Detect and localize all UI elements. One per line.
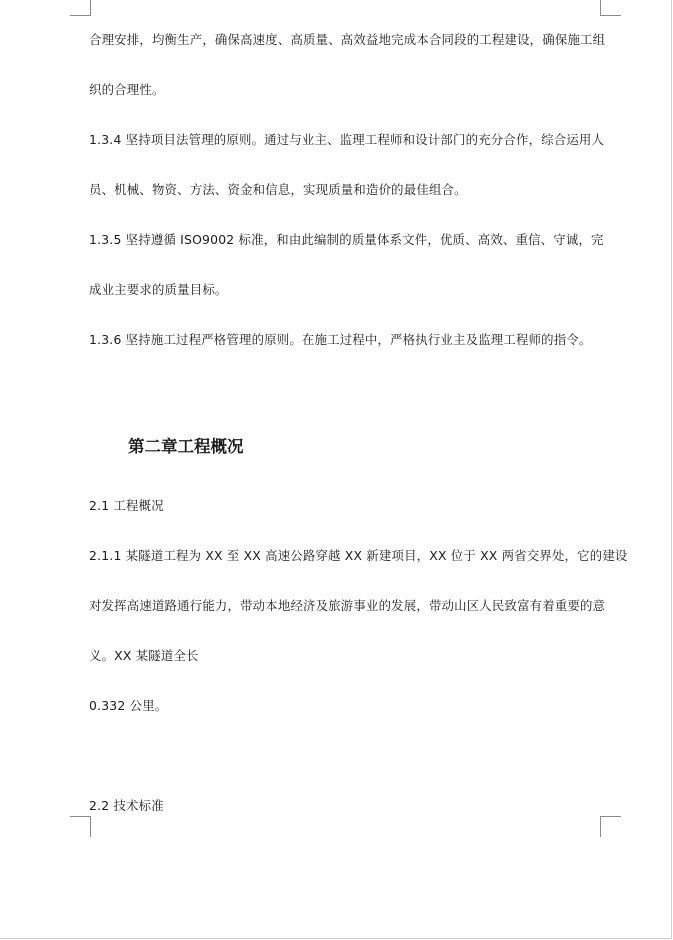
crop-mark-bottom-right [600, 816, 621, 837]
paragraph-line: 织的合理性。 [89, 82, 165, 97]
paragraph-line: 0.332 公里。 [89, 698, 168, 713]
crop-mark-bottom-left [70, 816, 91, 837]
paragraph-line: 1.3.4 坚持项目法管理的原则。通过与业主、监理工程师和设计部门的充分合作，综合运用人 [89, 132, 605, 147]
crop-mark-top-left [70, 0, 91, 16]
paragraph-line: 1.3.6 坚持施工过程严格管理的原则。在施工过程中，严格执行业主及监理工程师的指令。 [89, 332, 592, 347]
section-title: 2.2 技术标准 [89, 798, 164, 813]
paragraph-line: 2.1.1 某隧道工程为 XX 至 XX 高速公路穿越 XX 新建项目，XX 位于 XX 两省交界处，它的建设 [89, 548, 628, 563]
section-title: 2.1 工程概况 [89, 498, 164, 513]
paragraph-line: 对发挥高速道路通行能力，带动本地经济及旅游事业的发展，带动山区人民致富有着重要的意 [89, 598, 606, 613]
paragraph-line: 员、机械、物资、方法、资金和信息，实现质量和造价的最佳组合。 [89, 182, 467, 197]
paragraph-line: 成业主要求的质量目标。 [89, 282, 228, 297]
crop-mark-top-right [600, 0, 621, 16]
paragraph-line: 1.3.5 坚持遵循 ISO9002 标准，和由此编制的质量体系文件，优质、高效、重信、守诚，完 [89, 232, 604, 247]
chapter-heading: 第二章工程概况 [128, 437, 244, 456]
paragraph-line: 义。XX 某隧道全长 [89, 648, 199, 663]
paragraph-line: 合理安排，均衡生产，确保高速度、高质量、高效益地完成本合同段的工程建设，确保施工组 [89, 32, 606, 47]
